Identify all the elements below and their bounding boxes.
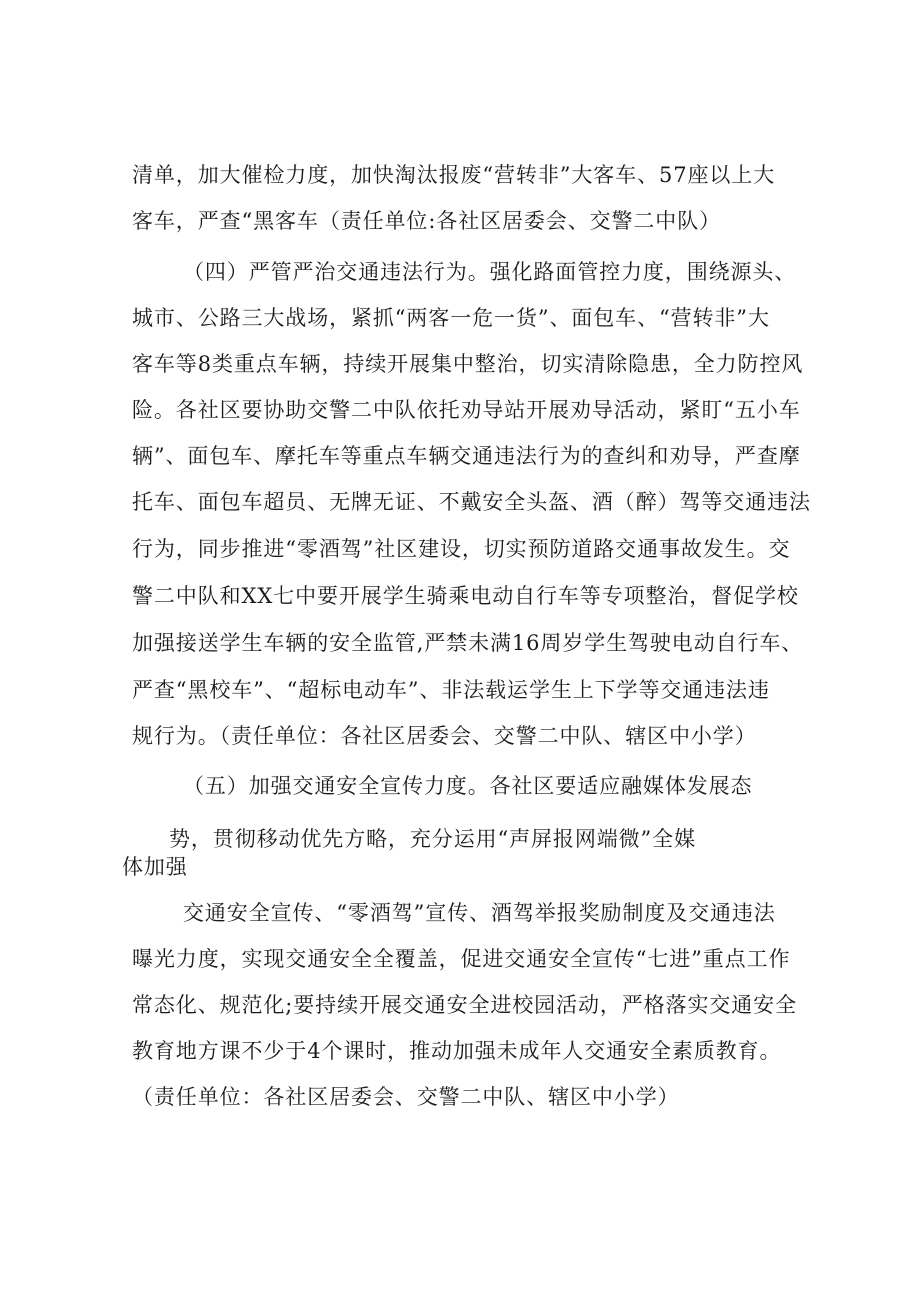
text-line: 加强接送学生车辆的安全监管,严禁未满16周岁学生驾驶电动自行车、 [132, 631, 804, 655]
text-line: 常态化、规范化;要持续开展交通安全进校园活动，严格落实交通安全 [132, 993, 797, 1017]
text-line: 客车等8类重点车辆，持续开展集中整治，切实清除隐患，全力防控风 [132, 352, 804, 376]
text-line: （责任单位：各社区居委会、交警二中队、辖区中小学） [132, 1085, 680, 1109]
text-line: 严查“黑校车”、“超标电动车”、非法载运学生上下学等交通违法违 [132, 678, 770, 702]
text-line: 教育地方课不少于4个课时，推动加强未成年人交通安全素质教育。 [132, 1039, 782, 1063]
text-line: 险。各社区要协助交警二中队依托劝导站开展劝导活动，紧盯“五小车 [132, 398, 801, 422]
text-line: 警二中队和XX七中要开展学生骑乘电动自行车等专项整治，督促学校 [132, 584, 799, 608]
text-line: 行为，同步推进“零酒驾”社区建设，切实预防道路交通事故发生。交 [132, 537, 791, 561]
text-line: 城市、公路三大战场，紧抓“两客一危一货”、面包车、“营转非”大 [132, 306, 770, 330]
text-line: 客车，严查“黑客车（责任单位:各社区居委会、交警二中队） [132, 209, 722, 233]
text-line: 交通安全宣传、“零酒驾”宣传、酒驾举报奖励制度及交通违法 [183, 901, 776, 925]
text-line: （四）严管严治交通违法行为。强化路面管控力度，围绕源头、 [183, 260, 797, 284]
text-line: 清单，加大催检力度，加快淘汰报废“营转非”大客车、57座以上大 [132, 163, 776, 187]
text-line: 规行为。（责任单位：各社区居委会、交警二中队、辖区中小学） [132, 724, 757, 748]
text-line: （五）加强交通安全宣传力度。各社区要适应融媒体发展态 [183, 774, 753, 798]
text-line: 曝光力度，实现交通安全全覆盖，促进交通安全宣传“七进”重点工作 [132, 947, 791, 971]
text-line: 托车、面包车超员、无牌无证、不戴安全头盔、酒（醉）驾等交通违法 [132, 490, 811, 514]
text-line: 辆”、面包车、摩托车等重点车辆交通违法行为的查纠和劝导，严查摩 [132, 444, 801, 468]
text-line: 体加强 [122, 855, 188, 879]
text-line: 势，贯彻移动优先方略，充分运用“声屏报网端微”全媒 [169, 827, 696, 851]
